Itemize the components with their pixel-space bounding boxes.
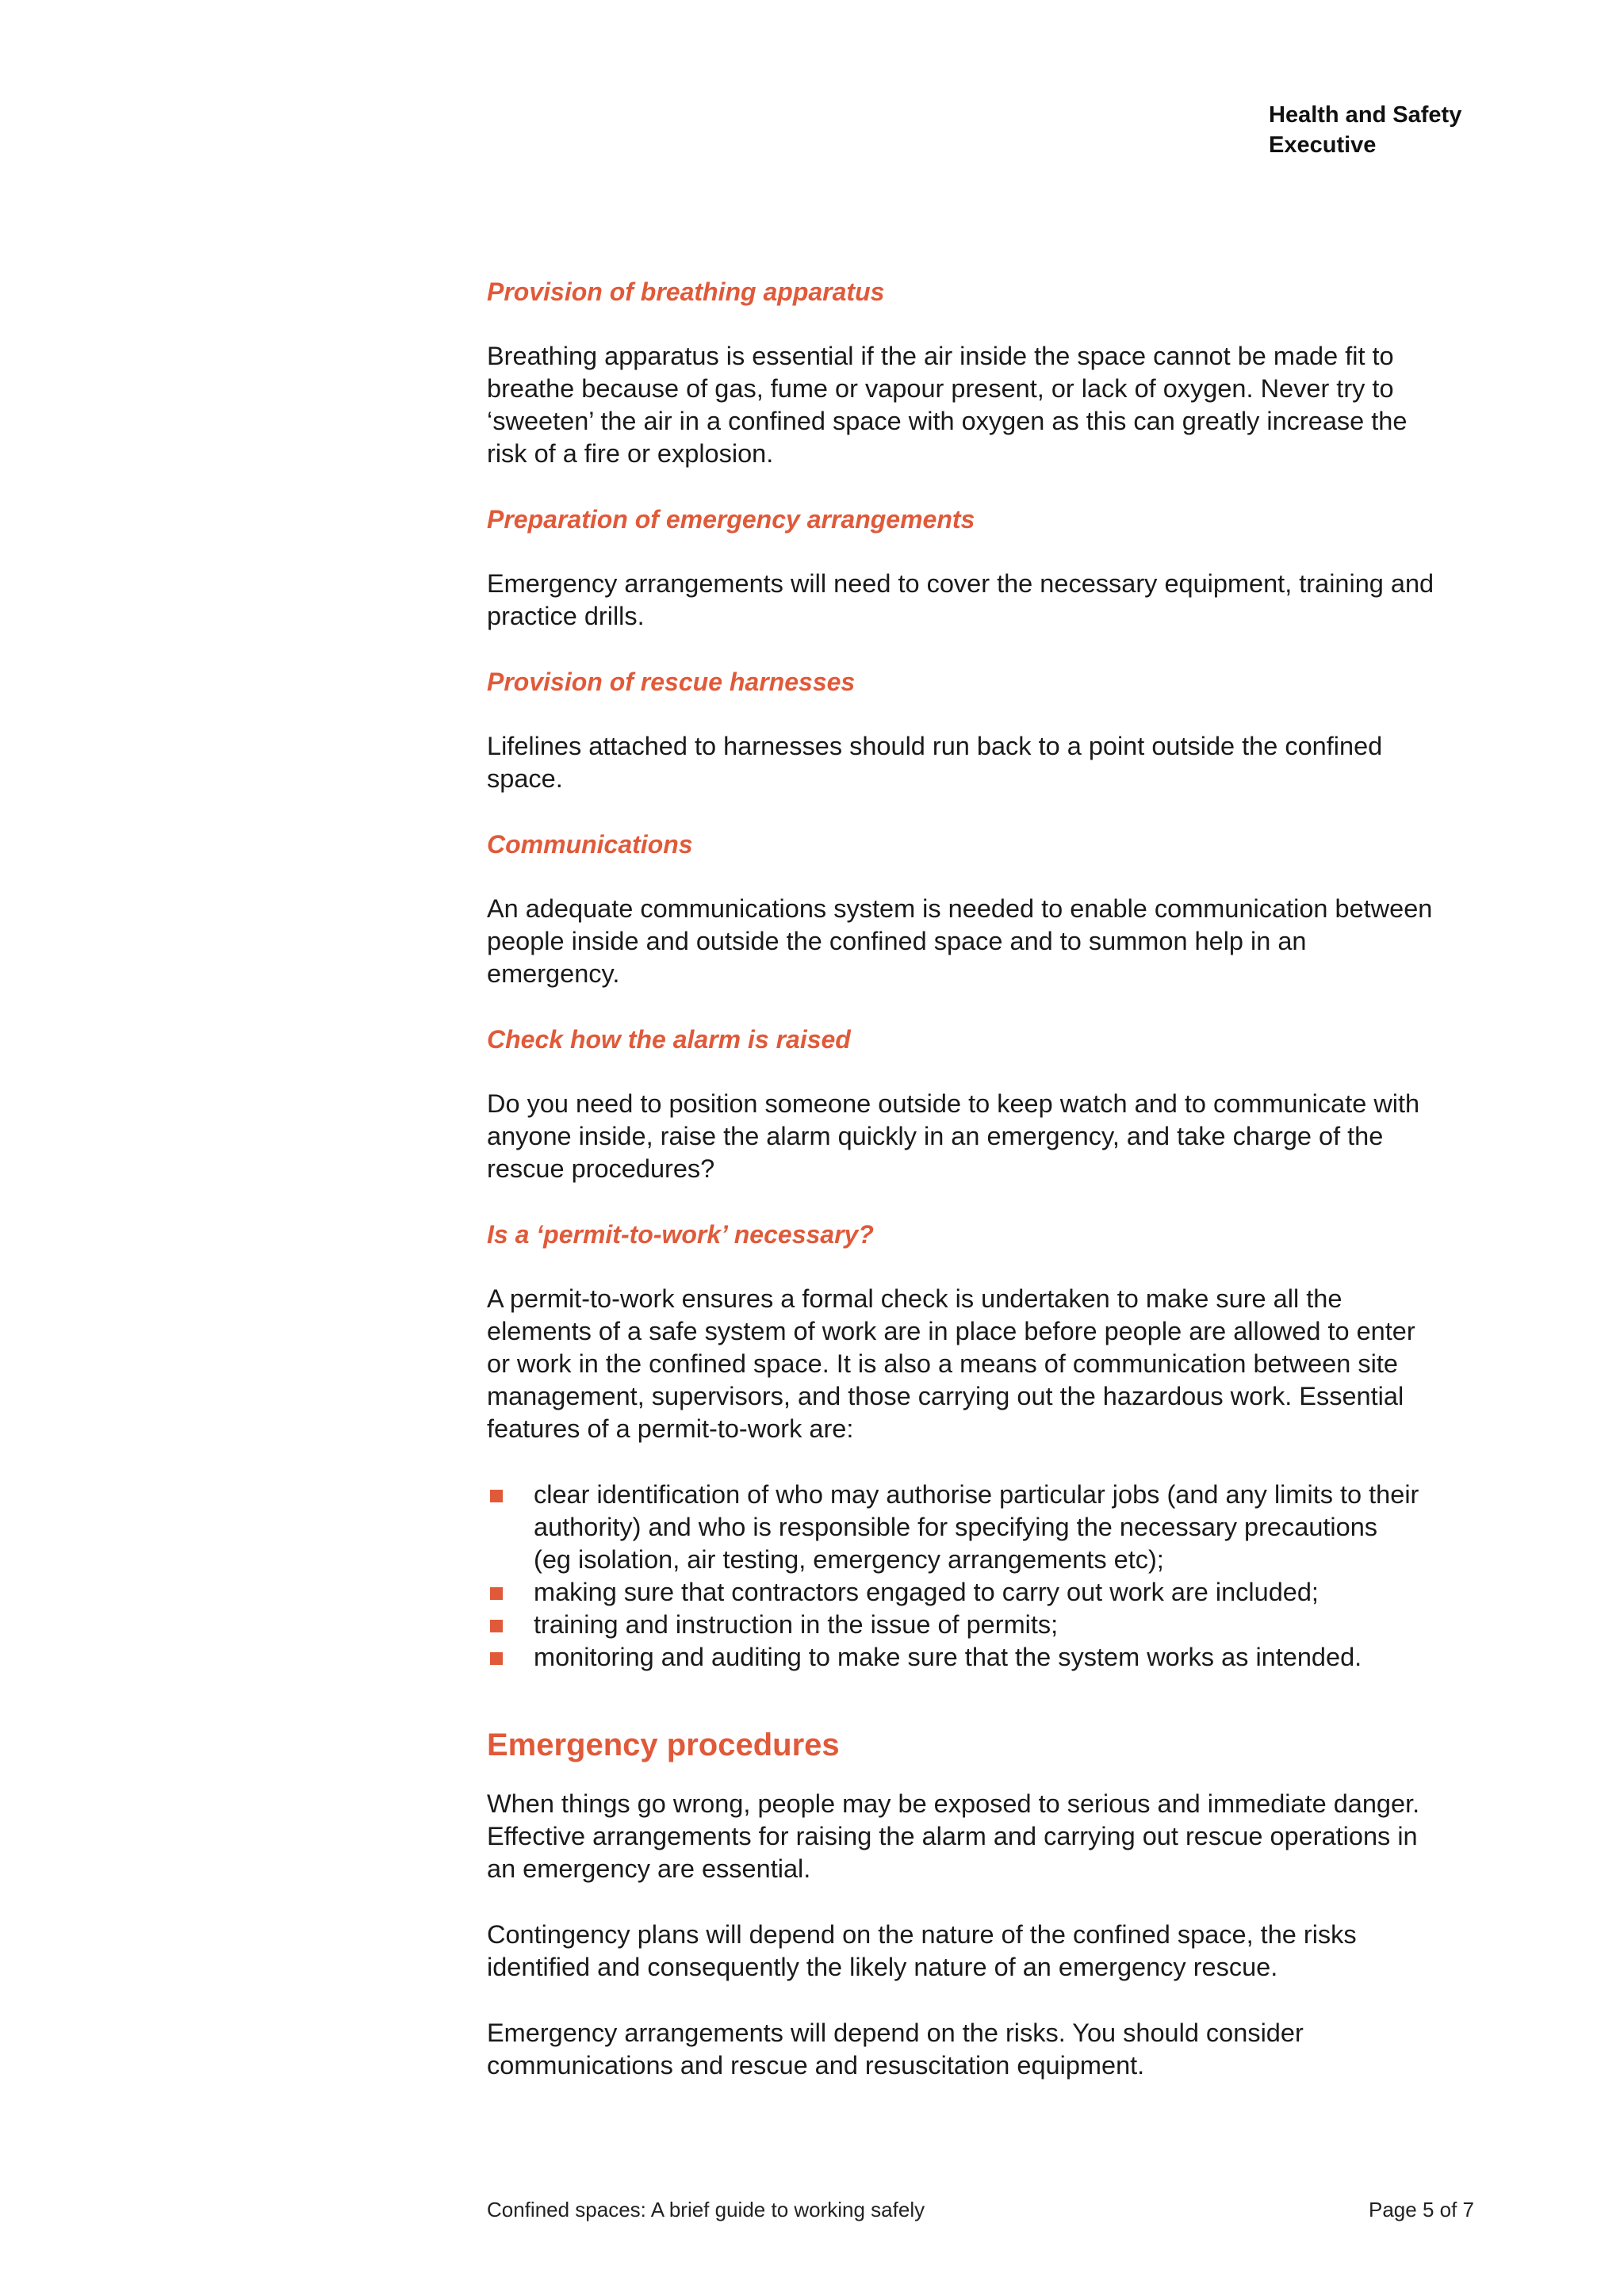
paragraph-line: identified and consequently the likely nature of an emergency rescue. bbox=[487, 1953, 1278, 1981]
paragraph-line: An adequate communications system is needed to enable communication between bbox=[487, 894, 1433, 923]
footer-document-title: Confined spaces: A brief guide to working safely bbox=[487, 2198, 925, 2221]
paragraph-line: Emergency arrangements will need to cover the necessary equipment, training and bbox=[487, 569, 1434, 598]
paragraph-emergency-2 bbox=[487, 1919, 1494, 1984]
list-item-line: clear identification of who may authorise particular jobs (and any limits to their bbox=[534, 1480, 1419, 1509]
paragraph-emergency-3 bbox=[487, 2017, 1494, 2082]
paragraph-line: risk of a fire or explosion. bbox=[487, 439, 774, 468]
subheading-communications: Communications bbox=[487, 830, 693, 859]
square-bullet-icon bbox=[490, 1490, 503, 1502]
permit-features-list bbox=[487, 1479, 1494, 1674]
subheading-alarm-raised: Check how the alarm is raised bbox=[487, 1025, 851, 1054]
paragraph-rescue-harnesses bbox=[487, 730, 1494, 795]
paragraph-line: space. bbox=[487, 764, 563, 793]
list-item-line: training and instruction in the issue of permits; bbox=[534, 1610, 1059, 1639]
organisation-name-line1: Health and Safety bbox=[1269, 102, 1462, 128]
paragraph-line: ‘sweeten’ the air in a confined space with oxygen as this can greatly increase the bbox=[487, 407, 1408, 435]
page-content bbox=[487, 276, 1494, 2082]
organisation-name bbox=[1269, 100, 1461, 160]
paragraph-line: Effective arrangements for raising the alarm and carrying out rescue operations in bbox=[487, 1822, 1418, 1850]
subheading-emergency-arrangements: Preparation of emergency arrangements bbox=[487, 505, 975, 534]
list-item bbox=[487, 1609, 1494, 1641]
paragraph-emergency-arrangements bbox=[487, 568, 1494, 633]
paragraph-emergency-1 bbox=[487, 1788, 1494, 1885]
list-item-line: making sure that contractors engaged to carry out work are included; bbox=[534, 1578, 1319, 1606]
footer-page-number: Page 5 of 7 bbox=[1369, 2198, 1474, 2221]
paragraph-line: elements of a safe system of work are in place before people are allowed to enter bbox=[487, 1317, 1415, 1345]
list-item-line: monitoring and auditing to make sure that the system works as intended. bbox=[534, 1643, 1362, 1671]
paragraph-line: rescue procedures? bbox=[487, 1154, 715, 1183]
paragraph-line: practice drills. bbox=[487, 602, 645, 630]
list-item bbox=[487, 1479, 1494, 1576]
paragraph-line: breathe because of gas, fume or vapour present, or lack of oxygen. Never try to bbox=[487, 374, 1394, 403]
square-bullet-icon bbox=[490, 1652, 503, 1665]
paragraph-line: Emergency arrangements will depend on the risks. You should consider bbox=[487, 2019, 1304, 2047]
paragraph-line: Contingency plans will depend on the nature of the confined space, the risks bbox=[487, 1920, 1357, 1949]
paragraph-line: anyone inside, raise the alarm quickly in an emergency, and take charge of the bbox=[487, 1122, 1384, 1150]
list-item bbox=[487, 1641, 1494, 1674]
subheading-breathing-apparatus: Provision of breathing apparatus bbox=[487, 277, 885, 306]
subheading-permit-to-work: Is a ‘permit-to-work’ necessary? bbox=[487, 1220, 874, 1249]
paragraph-line: Do you need to position someone outside to keep watch and to communicate with bbox=[487, 1089, 1420, 1118]
paragraph-communications bbox=[487, 893, 1494, 990]
paragraph-permit-to-work bbox=[487, 1283, 1494, 1445]
paragraph-breathing-apparatus bbox=[487, 340, 1494, 470]
list-item bbox=[487, 1576, 1494, 1609]
square-bullet-icon bbox=[490, 1620, 503, 1632]
square-bullet-icon bbox=[490, 1587, 503, 1600]
paragraph-line: features of a permit-to-work are: bbox=[487, 1414, 854, 1443]
subheading-rescue-harnesses: Provision of rescue harnesses bbox=[487, 668, 856, 696]
paragraph-line: When things go wrong, people may be exposed to serious and immediate danger. bbox=[487, 1789, 1420, 1818]
paragraph-line: Lifelines attached to harnesses should run back to a point outside the confined bbox=[487, 732, 1383, 760]
paragraph-line: an emergency are essential. bbox=[487, 1854, 811, 1883]
paragraph-line: communications and rescue and resuscitation equipment. bbox=[487, 2051, 1145, 2080]
paragraph-alarm-raised bbox=[487, 1088, 1494, 1185]
list-item-line: authority) and who is responsible for specifying the necessary precautions bbox=[534, 1513, 1378, 1541]
organisation-name-line2: Executive bbox=[1269, 132, 1377, 158]
paragraph-line: A permit-to-work ensures a formal check is undertaken to make sure all the bbox=[487, 1284, 1342, 1313]
paragraph-line: management, supervisors, and those carrying out the hazardous work. Essential bbox=[487, 1382, 1404, 1410]
paragraph-line: emergency. bbox=[487, 959, 620, 988]
list-item-line: (eg isolation, air testing, emergency arrangements etc); bbox=[534, 1545, 1164, 1574]
paragraph-line: people inside and outside the confined space and to summon help in an bbox=[487, 927, 1307, 955]
section-title-emergency-procedures: Emergency procedures bbox=[487, 1728, 840, 1762]
paragraph-line: Breathing apparatus is essential if the air inside the space cannot be made fit to bbox=[487, 342, 1394, 370]
paragraph-line: or work in the confined space. It is also a means of communication between site bbox=[487, 1349, 1398, 1378]
